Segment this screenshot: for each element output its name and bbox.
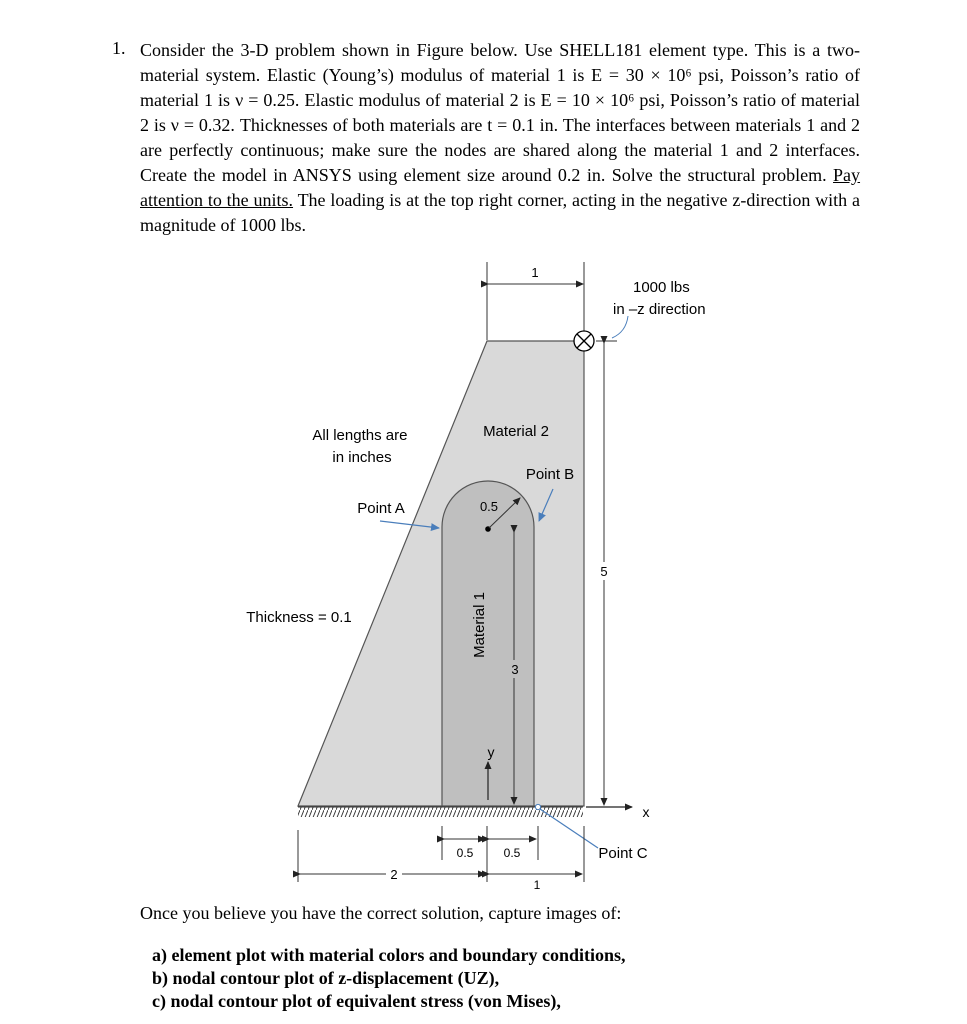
point-c-label: Point C	[598, 845, 648, 862]
dim-inner: 3	[511, 662, 519, 677]
sentence-loading: The loading is at the top right corner, acting in the negative z-direction with a magnitude of 1000 lbs.	[140, 190, 860, 235]
axis-y-label: y	[487, 744, 495, 760]
load-direction: in –z direction	[613, 301, 706, 318]
dim-bottom-right: 1	[533, 878, 541, 892]
sentence-element-size: Create the model in ANSYS using element size around 0.2 in.	[140, 165, 606, 185]
lengths-note-line1: All lengths are	[312, 427, 408, 444]
dim-radius: 0.5	[479, 499, 499, 514]
task-item-b: b) nodal contour plot of z-displacement (UZ),	[152, 968, 500, 988]
sentence-material2: Elastic modulus of material 2 is E = 10 × 10⁶ psi, Poisson’s ratio of material 2 is ν = 0.32.	[140, 90, 861, 135]
thickness-label: Thickness = 0.1	[246, 609, 352, 626]
material2-label: Material 2	[483, 423, 549, 440]
material1-label: Material 1	[471, 592, 488, 658]
point-b-label: Point B	[525, 466, 575, 483]
sentence-interface: The interfaces between materials 1 and 2 are perfectly continuous; make sure the nodes are shared along the material 1 and 2 interfaces.	[140, 115, 860, 160]
capture-instructions: Once you believe you have the correct solution, capture images of:	[140, 903, 622, 923]
problem-number: 1.	[112, 38, 126, 58]
dim-half-left: 0.5	[456, 846, 474, 860]
task-list	[152, 944, 626, 1013]
sentence-element-type: Consider the 3-D problem shown in Figure below. Use SHELL181 element type. This is a two-material system.	[140, 40, 860, 85]
dim-bottom-left: 2	[390, 867, 398, 882]
task-item-a: a) element plot with material colors and boundary conditions,	[152, 945, 626, 965]
sentence-thickness: Thicknesses of both materials are t = 0.1 in.	[239, 115, 559, 135]
load-magnitude: 1000 lbs	[633, 279, 690, 296]
task-item-c: c) nodal contour plot of equivalent stress (von Mises),	[152, 991, 561, 1011]
sentence-units: Pay attention to the units.	[140, 165, 861, 210]
sentence-material1: Elastic (Young’s) modulus of material 1 is E = 30 × 10⁶ psi, Poisson’s ratio of material 1 is ν = 0.25.	[140, 65, 861, 110]
dim-half-right: 0.5	[503, 846, 521, 860]
lengths-note	[312, 427, 411, 466]
material2-region	[298, 341, 584, 806]
dim-top-width: 1	[531, 265, 539, 280]
point-a-label: Point A	[357, 500, 405, 517]
dim-height: 5	[600, 564, 608, 579]
lengths-note-line2: in inches	[332, 449, 392, 466]
load-symbol	[574, 331, 594, 351]
sentence-solve: Solve the structural problem.	[611, 165, 827, 185]
axis-x-label: x	[642, 804, 650, 820]
